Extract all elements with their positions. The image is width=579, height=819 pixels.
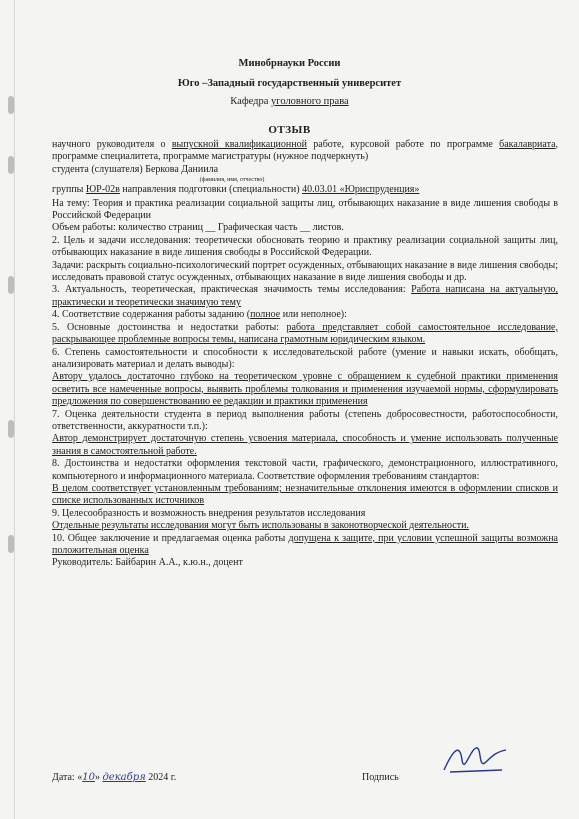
name-hint: (фамилия, имя, отчество) xyxy=(199,177,265,184)
conclusion: 10. Общее заключение и предлагаемая оценка работы допущена к защите, при условии успешной защиты возможна положительная оценка xyxy=(52,532,558,556)
ministry-name: Минобрнауки России xyxy=(238,58,341,69)
handwritten-signature xyxy=(440,740,510,780)
date-line: Дата: «10» декабря 2024 г. xyxy=(52,772,177,783)
student-line: студента (слушателя) Беркова Даниила xyxy=(52,163,219,175)
formatting: 8. Достоинства и недостатки оформления текстовой части, графического, демонстрационного, иллюстративного, компьютерного и информационного материала. Соответствие оформления требованиям стандартов: xyxy=(52,458,558,482)
university-name: Юго –Западный государственный университет xyxy=(177,78,402,89)
date-day: 10 xyxy=(82,772,95,783)
independence: 6. Степень самостоятельности и способности к исследовательской работе (умение и навыки искать, обобщать, анализировать материал и делать выводы): xyxy=(52,346,558,370)
topic: На тему: Теория и практика реализации социальной защиты лиц, отбывающих наказание в виде лишения свободы в Российской Федерации xyxy=(52,197,558,222)
merits: 5. Основные достоинства и недостатки работы: работа представляет собой самостоятельное исследование, раскрывающее проблемные вопросы темы, написана грамотным юридическим языком. xyxy=(52,321,558,346)
implementation-answer: Отдельные результаты исследования могут быть использованы в законотворческой деятельности. xyxy=(52,520,469,532)
punch-hole xyxy=(8,276,14,294)
group-line: группы ЮР-02в направления подготовки (специальности) 40.03.01 «Юриспруденция» xyxy=(52,184,420,196)
relevance: 3. Актуальность, теоретическая, практическая значимость темы исследования: Работа написана на актуальную, практически и теоретически значимую тему xyxy=(52,284,558,308)
department-name: уголовного права xyxy=(271,96,349,107)
compliance: 4. Соответствие содержания работы заданию (полное или неполное): xyxy=(52,309,347,321)
date-month: декабря xyxy=(102,772,146,783)
document-title: ОТЗЫВ xyxy=(268,124,311,136)
independence-answer: Автору удалось достаточно глубоко на теоретическом уровне с обращением к судебной практики применения осветить все намеченные вопросы, выявить проблемы толкования и применения изучаемой нормы, сформулировать предложения по совершенствованию ее редакции и практики применения xyxy=(52,371,558,408)
review-body xyxy=(52,139,558,570)
intro-line: научного руководителя о выпускной квалификационной работе, курсовой работе по программе бакалавриата, программе специалитета, программе магистратуры (нужное подчеркнуть) xyxy=(52,139,559,163)
formatting-answer: В целом соответствует установленным требованиям; незначительные отклонения имеются в оформлении списков и списке использованных источников xyxy=(52,482,558,507)
goals: 2. Цель и задачи исследования: теоретически обосновать теорию и практику реализации социальной защиты лиц, отбывающих наказание в виде лишения свободы в Российской Федерации. xyxy=(52,234,558,259)
student-name: Беркова Даниила xyxy=(145,163,219,175)
assessment-answer: Автор демонстрирует достаточную степень усвоения материала, способность и умение использовать полученные знания в самостоятельной работе. xyxy=(52,433,558,457)
punch-hole xyxy=(8,420,14,438)
volume: Объем работы: количество страниц __ Графическая часть __ листов. xyxy=(52,222,344,234)
binder-line xyxy=(14,0,15,819)
punch-hole xyxy=(8,535,14,553)
tasks: Задачи: раскрыть социально-психологический портрет осужденных, отбывающих наказание в виде лишения свободы; исследовать правовой статус осужденных, отбывающих наказание в виде лишения свободы и др. xyxy=(52,259,558,284)
implementation: 9. Целесообразность и возможность внедрения результатов исследования xyxy=(52,507,366,519)
punch-hole xyxy=(8,156,14,174)
supervisor: Руководитель: Байбарин А.А., к.ю.н., доцент xyxy=(52,557,243,569)
department-line: Кафедра уголовного права xyxy=(230,96,349,107)
assessment: 7. Оценка деятельности студента в период выполнения работы (степень добросовестности, работоспособности, ответственности, аккуратности т.п.): xyxy=(52,408,558,432)
signature-label: Подпись xyxy=(362,772,399,783)
